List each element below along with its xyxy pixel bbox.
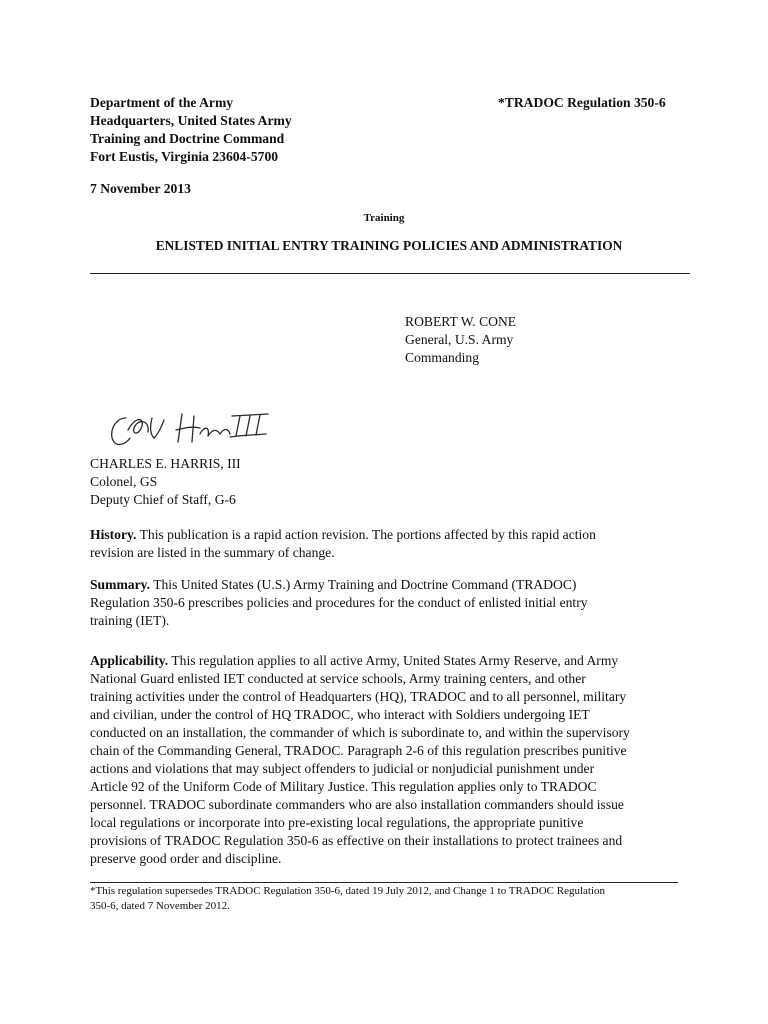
- applicability-line: National Guard enlisted IET conducted at service schools, Army training centers, and other: [90, 671, 586, 686]
- applicability-line: provisions of TRADOC Regulation 350-6 as effective on their installations to protect trainees and: [90, 833, 623, 848]
- applicability-line: local regulations or incorporate into pre-existing local regulations, the appropriate punitive: [90, 815, 584, 830]
- handwritten-signature: [104, 404, 274, 450]
- applicability-line: training activities under the control of Headquarters (HQ), TRADOC and to all personnel, military: [90, 689, 627, 704]
- summary-text: This United States (U.S.) Army Training and Doctrine Command (TRADOC): [150, 577, 577, 592]
- commander-role: Commanding: [405, 350, 480, 365]
- commander-name: ROBERT W. CONE: [405, 314, 517, 329]
- history-section: [90, 526, 690, 562]
- org-line-headquarters: Headquarters, United States Army: [90, 113, 292, 128]
- deputy-role: Deputy Chief of Staff, G-6: [90, 492, 236, 507]
- summary-line: training (IET).: [90, 613, 170, 628]
- footnote-line: *This regulation supersedes TRADOC Regulation 350-6, dated 19 July 2012, and Change 1 to TRADOC Regulation: [90, 885, 606, 897]
- publication-date: 7 November 2013: [90, 181, 191, 196]
- applicability-line: [90, 652, 690, 670]
- document-subject: Training: [363, 212, 405, 224]
- deputy-rank: Colonel, GS: [90, 474, 158, 489]
- regulation-id: *TRADOC Regulation 350-6: [498, 95, 666, 110]
- commander-block: [405, 313, 516, 367]
- org-line-address: Fort Eustis, Virginia 23604-5700: [90, 149, 279, 164]
- applicability-line: Article 92 of the Uniform Code of Military Justice. This regulation applies only to TRADOC: [90, 779, 597, 794]
- history-text: This publication is a rapid action revision. The portions affected by this rapid action: [136, 527, 596, 542]
- applicability-text: This regulation applies to all active Army, United States Army Reserve, and Army: [168, 653, 619, 668]
- issuing-organization: [90, 94, 292, 166]
- deputy-block: [90, 455, 241, 509]
- applicability-line: personnel. TRADOC subordinate commanders who are also installation commanders should issue: [90, 797, 624, 812]
- footnote-divider: [90, 882, 678, 883]
- applicability-label: Applicability.: [90, 653, 169, 668]
- title-divider: [90, 273, 690, 274]
- history-line: [90, 526, 690, 544]
- applicability-line: preserve good order and discipline.: [90, 851, 282, 866]
- document-title: ENLISTED INITIAL ENTRY TRAINING POLICIES AND ADMINISTRATION: [155, 238, 623, 253]
- org-line-department: Department of the Army: [90, 95, 234, 110]
- org-line-command: Training and Doctrine Command: [90, 131, 285, 146]
- deputy-name: CHARLES E. HARRIS, III: [90, 456, 241, 471]
- footnote: [90, 884, 605, 914]
- summary-label: Summary.: [90, 577, 151, 592]
- history-label: History.: [90, 527, 137, 542]
- applicability-line: chain of the Commanding General, TRADOC. Paragraph 2-6 of this regulation prescribes punitive: [90, 743, 627, 758]
- applicability-line: conducted on an installation, the commander of which is subordinate to, and within the supervisory: [90, 725, 630, 740]
- summary-line: Regulation 350-6 prescribes policies and procedures for the conduct of enlisted initial entry: [90, 595, 588, 610]
- applicability-line: actions and violations that may subject offenders to judicial or nonjudicial punishment under: [90, 761, 595, 776]
- summary-line: [90, 576, 690, 594]
- applicability-section: [90, 652, 690, 868]
- history-line: revision are listed in the summary of change.: [90, 545, 335, 560]
- applicability-line: and civilian, under the control of HQ TRADOC, who interact with Soldiers undergoing IET: [90, 707, 590, 722]
- commander-rank: General, U.S. Army: [405, 332, 514, 347]
- summary-section: [90, 576, 690, 630]
- footnote-line: 350-6, dated 7 November 2012.: [90, 900, 230, 912]
